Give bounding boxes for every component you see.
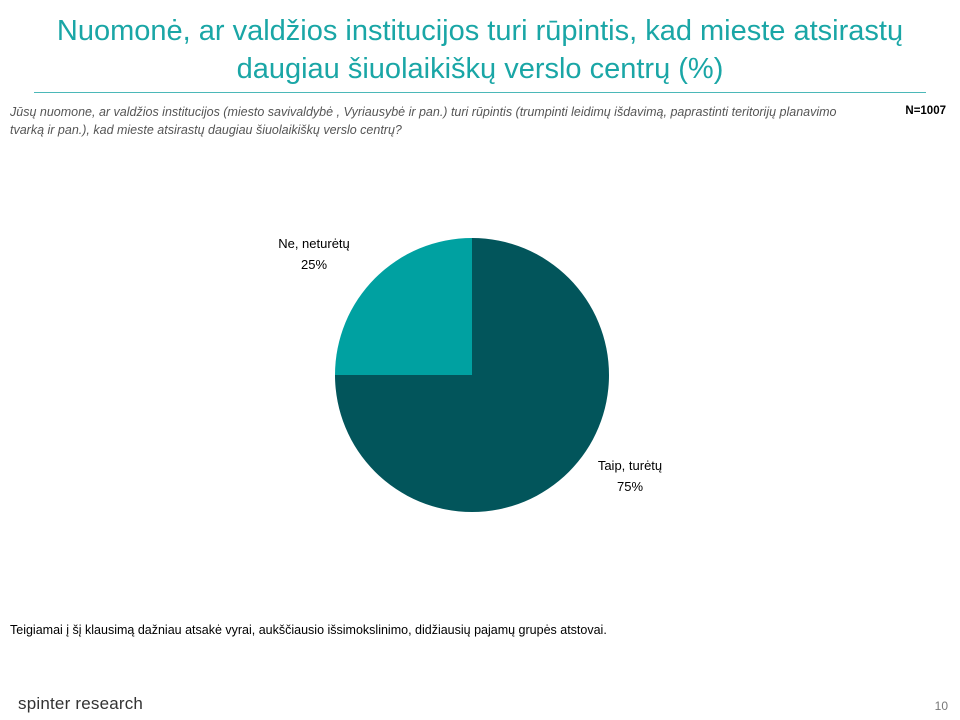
sample-size: N=1007: [905, 105, 946, 117]
page-number: 10: [934, 699, 948, 713]
slice-value-1: 75%: [616, 479, 644, 494]
pie-slice-2: [335, 238, 472, 375]
slice-value-2: 25%: [300, 257, 328, 272]
slice-label-2: Ne, neturėtų: [278, 236, 350, 251]
slice-label-1: Taip, turėtų: [597, 458, 663, 473]
pie-slices: [335, 238, 609, 512]
slide-title: Nuomonė, ar valdžios institucijos turi rūpintis, kad mieste atsirastų daugiau šiuolaikiškų verslo centrų (%): [56, 15, 904, 85]
survey-question: Jūsų nuomone, ar valdžios institucijos (miesto savivaldybė , Vyriausybė ir pan.) turi rūpintis (trumpinti leidimų išdavimą, paprastinti teritorijų planavimo tvarką ir pan.), kad mieste atsirastų daugiau šiuolaikiškų verslo centrų?: [10, 105, 837, 137]
footnote: Teigiamai į šį klausimą dažniau atsakė vyrai, aukščiausio išsimokslinimo, didžiausių pajamų grupės atstovai.: [10, 623, 607, 637]
brand-logo: spinter research: [18, 694, 144, 713]
